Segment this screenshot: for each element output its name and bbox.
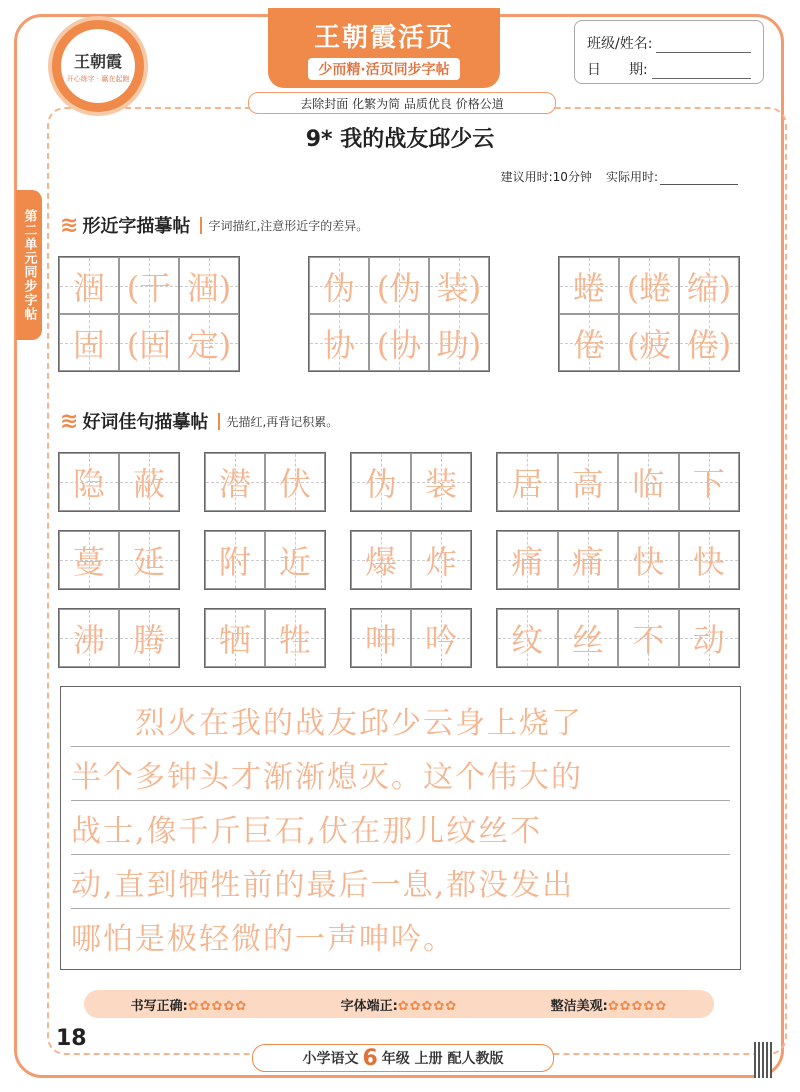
trace-cell[interactable]	[558, 453, 619, 511]
paragraph-line: 哪怕是极轻微的一声呻吟。	[71, 921, 455, 957]
date-label: 日 期:	[587, 62, 648, 78]
trace-char: 装)	[436, 268, 482, 307]
rating-correct-label: 书写正确:	[130, 998, 188, 1014]
trace-char: 痛	[571, 543, 604, 581]
trace-cell[interactable]	[119, 257, 179, 314]
trace-cell[interactable]	[351, 453, 411, 511]
word-grid	[496, 452, 740, 512]
section2-note: 先描红,再背记积累。	[218, 413, 338, 430]
trace-cell[interactable]	[59, 609, 119, 667]
trace-cell[interactable]	[265, 531, 325, 589]
trace-cell[interactable]	[679, 257, 739, 314]
time-info	[501, 168, 738, 185]
page-number: 18	[56, 1026, 87, 1051]
trace-char: 涸)	[186, 268, 232, 307]
trace-char: 附	[218, 543, 251, 581]
word-grid	[350, 608, 472, 668]
trace-char: 近	[278, 543, 311, 581]
section2-header	[60, 408, 338, 434]
trace-cell[interactable]	[369, 257, 429, 314]
word-grid	[496, 530, 740, 590]
trace-char: (干	[126, 268, 172, 307]
paragraph-box	[60, 686, 741, 970]
trace-char: 爆	[364, 543, 397, 581]
trace-char: 装	[424, 465, 457, 503]
trace-cell[interactable]	[619, 314, 679, 371]
trace-char: 伪	[364, 465, 397, 503]
paragraph-line: 战士,像千斤巨石,伏在那儿纹丝不	[71, 801, 730, 855]
title-banner	[268, 8, 500, 88]
trace-cell[interactable]	[205, 609, 265, 667]
trace-char: 快	[692, 543, 725, 581]
brand-logo	[48, 16, 148, 116]
wave-icon: ≋	[60, 212, 79, 238]
rating-bar	[84, 990, 714, 1018]
trace-char: 高	[571, 465, 604, 503]
section1-title: 形近字描摹帖	[82, 216, 191, 237]
footer-subject: 小学语文	[302, 1051, 359, 1067]
trace-cell[interactable]	[59, 257, 119, 314]
similar-char-grid-3	[558, 256, 740, 372]
trace-char: 牺	[218, 621, 251, 659]
trace-cell[interactable]	[679, 531, 740, 589]
trace-cell[interactable]	[59, 453, 119, 511]
trace-cell[interactable]	[429, 314, 489, 371]
lesson-title: 9* 我的战友邱少云	[305, 127, 495, 152]
brand-title: 王朝霞活页	[313, 22, 454, 53]
section2-title: 好词佳句描摹帖	[82, 412, 209, 433]
trace-cell[interactable]	[618, 609, 679, 667]
flower-rating-icon[interactable]: ✿✿✿✿✿	[187, 998, 248, 1014]
word-grid	[496, 608, 740, 668]
trace-cell[interactable]	[59, 314, 119, 371]
trace-cell[interactable]	[309, 257, 369, 314]
trace-char: 延	[132, 543, 165, 581]
trace-char: (伪	[376, 268, 422, 307]
trace-cell[interactable]	[205, 453, 265, 511]
trace-char: 协	[322, 325, 355, 364]
trace-char: 沸	[72, 621, 105, 659]
trace-char: 助)	[436, 325, 482, 364]
trace-char: 下	[692, 465, 725, 503]
similar-char-grid-1	[58, 256, 240, 372]
section1-note: 字词描红,注意形近字的差异。	[200, 217, 368, 234]
rating-neat-label: 字体端正:	[340, 998, 398, 1014]
word-grid	[350, 452, 472, 512]
paragraph-line: 烈火在我的战友邱少云身上烧了	[71, 693, 730, 747]
trace-cell[interactable]	[179, 257, 239, 314]
section1-header	[60, 212, 368, 238]
trace-char: 定)	[186, 325, 232, 364]
trace-char: 丝	[571, 621, 604, 659]
trace-char: 动	[692, 621, 725, 659]
trace-char: (固	[126, 325, 172, 364]
trace-char: (疲	[626, 325, 672, 364]
trace-cell[interactable]	[411, 453, 471, 511]
trace-cell[interactable]	[429, 257, 489, 314]
word-grid	[204, 530, 326, 590]
trace-cell[interactable]	[411, 609, 471, 667]
trace-char: (协	[376, 325, 422, 364]
trace-cell[interactable]	[559, 314, 619, 371]
trace-cell[interactable]	[351, 609, 411, 667]
trace-cell[interactable]	[618, 453, 679, 511]
trace-cell[interactable]	[351, 531, 411, 589]
trace-cell[interactable]	[619, 257, 679, 314]
trace-char: 潜	[218, 465, 251, 503]
trace-char: 痛	[511, 543, 544, 581]
logo-sub: 开心练字 · 赢在起跑	[66, 74, 130, 83]
brand-subtitle: 少而精·活页同步字帖	[308, 58, 459, 80]
trace-cell[interactable]	[119, 531, 179, 589]
trace-char: 倦)	[686, 325, 732, 364]
trace-char: 吟	[424, 621, 457, 659]
trace-cell[interactable]	[265, 453, 325, 511]
actual-time-label: 实际用时:	[605, 170, 658, 184]
student-info-box	[574, 20, 764, 84]
unit-side-tab: 第二单元同步字帖	[16, 190, 42, 340]
date-field[interactable]	[652, 60, 751, 79]
trace-cell[interactable]	[497, 609, 558, 667]
similar-char-grid-2	[308, 256, 490, 372]
trace-char: 蔓	[72, 543, 105, 581]
word-grid	[350, 530, 472, 590]
trace-char: 蜷	[572, 268, 605, 307]
footer-grade-number: 6	[362, 1045, 378, 1071]
trace-cell[interactable]	[558, 609, 619, 667]
trace-char: 伪	[322, 268, 355, 307]
paragraph-line: 动,直到牺牲前的最后一息,都没发出	[71, 855, 730, 909]
actual-time-field[interactable]	[660, 170, 738, 185]
trace-cell[interactable]	[679, 314, 739, 371]
word-grid	[204, 452, 326, 512]
footer-grade: 年级 上册 配人教版	[381, 1051, 504, 1067]
trace-cell[interactable]	[559, 257, 619, 314]
trace-char: 快	[632, 543, 665, 581]
trace-cell[interactable]	[265, 609, 325, 667]
trace-cell[interactable]	[59, 531, 119, 589]
trace-char: 炸	[424, 543, 457, 581]
trace-cell[interactable]	[411, 531, 471, 589]
footer-badge	[252, 1044, 554, 1072]
rating-clean-label: 整洁美观:	[550, 998, 608, 1014]
suggest-time: 建议用时:10分钟	[500, 170, 592, 184]
trace-cell[interactable]	[205, 531, 265, 589]
flower-rating-icon[interactable]: ✿✿✿✿✿	[397, 998, 458, 1014]
trace-char: 牲	[278, 621, 311, 659]
trace-cell[interactable]	[119, 609, 179, 667]
paragraph-line: 半个多钟头才渐渐熄灭。这个伟大的	[71, 747, 730, 801]
trace-cell[interactable]	[309, 314, 369, 371]
word-grid	[58, 530, 180, 590]
class-name-field[interactable]	[656, 34, 751, 53]
trace-char: 缩)	[686, 268, 732, 307]
trace-char: 蔽	[132, 465, 165, 503]
trace-cell[interactable]	[497, 531, 558, 589]
word-grid	[204, 608, 326, 668]
trace-char: 涸	[72, 268, 105, 307]
trace-cell[interactable]	[558, 531, 619, 589]
trace-char: 纹	[511, 621, 544, 659]
trace-char: 腾	[132, 621, 165, 659]
trace-cell[interactable]	[497, 453, 558, 511]
class-name-label: 班级/姓名:	[587, 36, 653, 52]
word-grid	[58, 452, 180, 512]
flower-rating-icon[interactable]: ✿✿✿✿✿	[607, 998, 668, 1014]
trace-char: 伏	[278, 465, 311, 503]
trace-cell[interactable]	[679, 453, 740, 511]
trace-char: 隐	[72, 465, 105, 503]
trace-cell[interactable]	[119, 314, 179, 371]
trace-char: 固	[72, 325, 105, 364]
trace-char: 不	[632, 621, 665, 659]
trace-cell[interactable]	[179, 314, 239, 371]
barcode-icon	[754, 1042, 772, 1078]
logo-text: 王朝霞	[73, 51, 122, 71]
wave-icon: ≋	[60, 408, 79, 434]
slogan: 去除封面 化繁为简 品质优良 价格公道	[248, 92, 556, 114]
trace-char: 临	[632, 465, 665, 503]
trace-char: (蜷	[626, 268, 672, 307]
trace-cell[interactable]	[618, 531, 679, 589]
trace-cell[interactable]	[369, 314, 429, 371]
trace-char: 居	[511, 465, 544, 503]
trace-char: 呻	[364, 621, 397, 659]
trace-cell[interactable]	[119, 453, 179, 511]
trace-char: 倦	[572, 325, 605, 364]
word-grid	[58, 608, 180, 668]
trace-cell[interactable]	[679, 609, 740, 667]
